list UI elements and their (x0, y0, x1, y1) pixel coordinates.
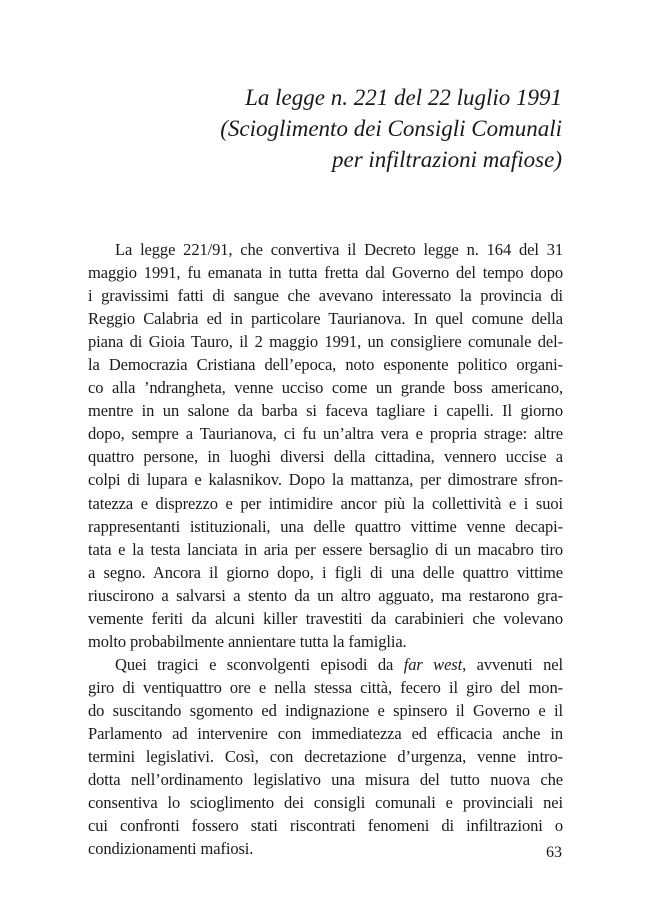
text-line: molto probabilmente annientare tutta la famiglia. (88, 631, 407, 651)
paragraph-2 (88, 653, 563, 860)
text-line: giro di ventiquattro ore e nella stessa città, fecero il giro del mon- (88, 677, 563, 697)
text-line: Reggio Calabria ed in particolare Taurianova. In quel comune della (88, 309, 563, 329)
chapter-title (220, 82, 562, 175)
text-line: dopo, sempre a Taurianova, ci fu un’altra vera e propria strage: altre (88, 424, 563, 444)
text-line: do suscitando sgomento ed indignazione e spinsero il Governo e il (88, 700, 563, 720)
chapter-title-line-1: La legge n. 221 del 22 luglio 1991 (245, 85, 562, 110)
text-line: dotta nell’ordinamento legislativo una misura del tutto nuova che (88, 770, 563, 790)
text-line: condizionamenti mafiosi. (88, 839, 254, 859)
text-line: a segno. Ancora il giorno dopo, i figli di una delle quattro vittime (88, 562, 563, 582)
text-fragment: , avvenuti nel (462, 654, 564, 674)
text-line: rappresentanti istituzionali, una delle quattro vittime venne decapi- (88, 516, 563, 536)
text-line: colpi di lupara e kalasnikov. Dopo la mattanza, per dimostrare sfron- (88, 470, 563, 490)
text-line: vemente feriti da alcuni killer travestiti da carabinieri che volevano (88, 608, 563, 628)
body-text (88, 238, 563, 860)
text-line: tata e la testa lanciata in aria per essere bersaglio di un macabro tiro (88, 539, 563, 559)
text-fragment: Quei tragici e sconvolgenti episodi da (115, 654, 404, 674)
text-line: Parlamento ad intervenire con immediatezza ed efficacia anche in (88, 723, 563, 743)
text-line: i gravissimi fatti di sangue che avevano interessato la provincia di (88, 286, 563, 306)
text-line: tatezza e disprezzo e per intimidire ancor più la collettività e i suoi (88, 493, 563, 513)
paragraph-1 (88, 238, 563, 653)
text-line: termini legislativi. Così, con decretazione d’urgenza, venne intro- (88, 747, 563, 767)
text-line: co alla ’ndrangheta, venne ucciso come un grande boss americano, (88, 378, 563, 398)
text-line: mentre in un salone da barba si faceva tagliare i capelli. Il giorno (88, 401, 563, 421)
page-number: 63 (546, 844, 562, 861)
text-line: consentiva lo scioglimento dei consigli comunali e provinciali nei (88, 793, 563, 813)
text-line: quattro persone, in luoghi diversi della cittadina, vennero uccise a (88, 447, 563, 467)
text-line: cui confronti fossero stati riscontrati fenomeni di infiltrazioni o (88, 816, 563, 836)
text-line: la Democrazia Cristiana dell’epoca, noto esponente politico organi- (88, 355, 563, 375)
italic-term: far west (403, 654, 463, 674)
chapter-title-line-3: per infiltrazioni mafiose) (332, 147, 562, 172)
text-line-with-italic (88, 653, 563, 676)
text-line: maggio 1991, fu emanata in tutta fretta dal Governo del tempo dopo (88, 263, 563, 283)
text-line: piana di Gioia Tauro, il 2 maggio 1991, un consigliere comunale del- (88, 332, 563, 352)
text-line: riuscirono a salvarsi a stento da un altro agguato, ma restarono gra- (88, 585, 563, 605)
chapter-title-line-2: (Scioglimento dei Consigli Comunali (220, 116, 562, 141)
text-line: La legge 221/91, che convertiva il Decreto legge n. 164 del 31 (115, 240, 563, 259)
